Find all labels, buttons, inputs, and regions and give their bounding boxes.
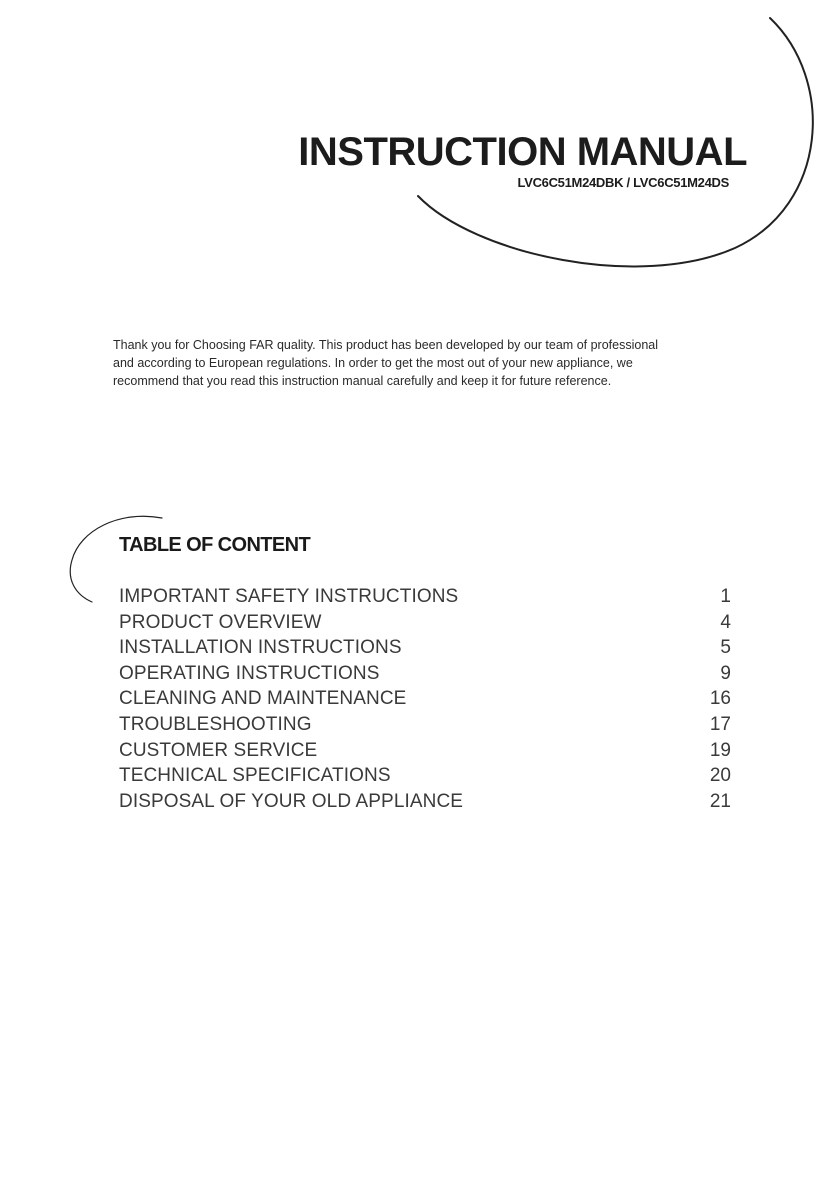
toc-item-customer-service[interactable] bbox=[119, 738, 731, 764]
toc-item-page: 16 bbox=[709, 688, 731, 710]
toc-item-page: 5 bbox=[720, 637, 731, 659]
toc-item-title: DISPOSAL OF YOUR OLD APPLIANCE bbox=[119, 790, 464, 812]
model-numbers: LVC6C51M24DBK / LVC6C51M24DS bbox=[517, 175, 729, 190]
toc-item-page: 19 bbox=[709, 739, 731, 761]
toc-item-page: 20 bbox=[709, 765, 731, 787]
toc-item-technical-specifications[interactable] bbox=[119, 763, 731, 789]
toc-item-title: CLEANING AND MAINTENANCE bbox=[119, 688, 407, 710]
toc-item-cleaning-and-maintenance[interactable] bbox=[119, 686, 731, 712]
table-of-contents bbox=[119, 584, 731, 814]
intro-line: and according to European regulations. In order to get the most out of your new appliance, we bbox=[113, 356, 633, 370]
toc-item-page: 1 bbox=[720, 586, 731, 607]
toc-item-title: TROUBLESHOOTING bbox=[119, 713, 312, 735]
toc-item-important-safety-instructions[interactable] bbox=[119, 584, 731, 610]
toc-item-title: OPERATING INSTRUCTIONS bbox=[119, 662, 380, 684]
intro-line: recommend that you read this instruction manual carefully and keep it for future reference. bbox=[113, 374, 612, 388]
manual-title: INSTRUCTION MANUAL bbox=[298, 130, 747, 174]
toc-item-title: CUSTOMER SERVICE bbox=[119, 739, 318, 761]
toc-item-disposal-of-your-old-appliance[interactable] bbox=[119, 789, 731, 815]
toc-item-troubleshooting[interactable] bbox=[119, 712, 731, 738]
toc-heading: TABLE OF CONTENT bbox=[119, 534, 311, 556]
toc-item-title: INSTALLATION INSTRUCTIONS bbox=[119, 637, 402, 659]
intro-paragraph bbox=[113, 336, 753, 390]
toc-item-installation-instructions[interactable] bbox=[119, 635, 731, 661]
toc-item-product-overview[interactable] bbox=[119, 610, 731, 636]
toc-item-page: 17 bbox=[709, 713, 731, 735]
toc-item-page: 9 bbox=[720, 662, 731, 684]
toc-item-title: PRODUCT OVERVIEW bbox=[119, 611, 322, 633]
toc-item-title: TECHNICAL SPECIFICATIONS bbox=[119, 765, 391, 787]
intro-line: Thank you for Choosing FAR quality. This product has been developed by our team of professional bbox=[113, 338, 658, 352]
toc-item-operating-instructions[interactable] bbox=[119, 661, 731, 687]
toc-item-page: 21 bbox=[709, 790, 731, 812]
toc-item-page: 4 bbox=[720, 611, 731, 633]
toc-item-title: IMPORTANT SAFETY INSTRUCTIONS bbox=[119, 586, 459, 607]
